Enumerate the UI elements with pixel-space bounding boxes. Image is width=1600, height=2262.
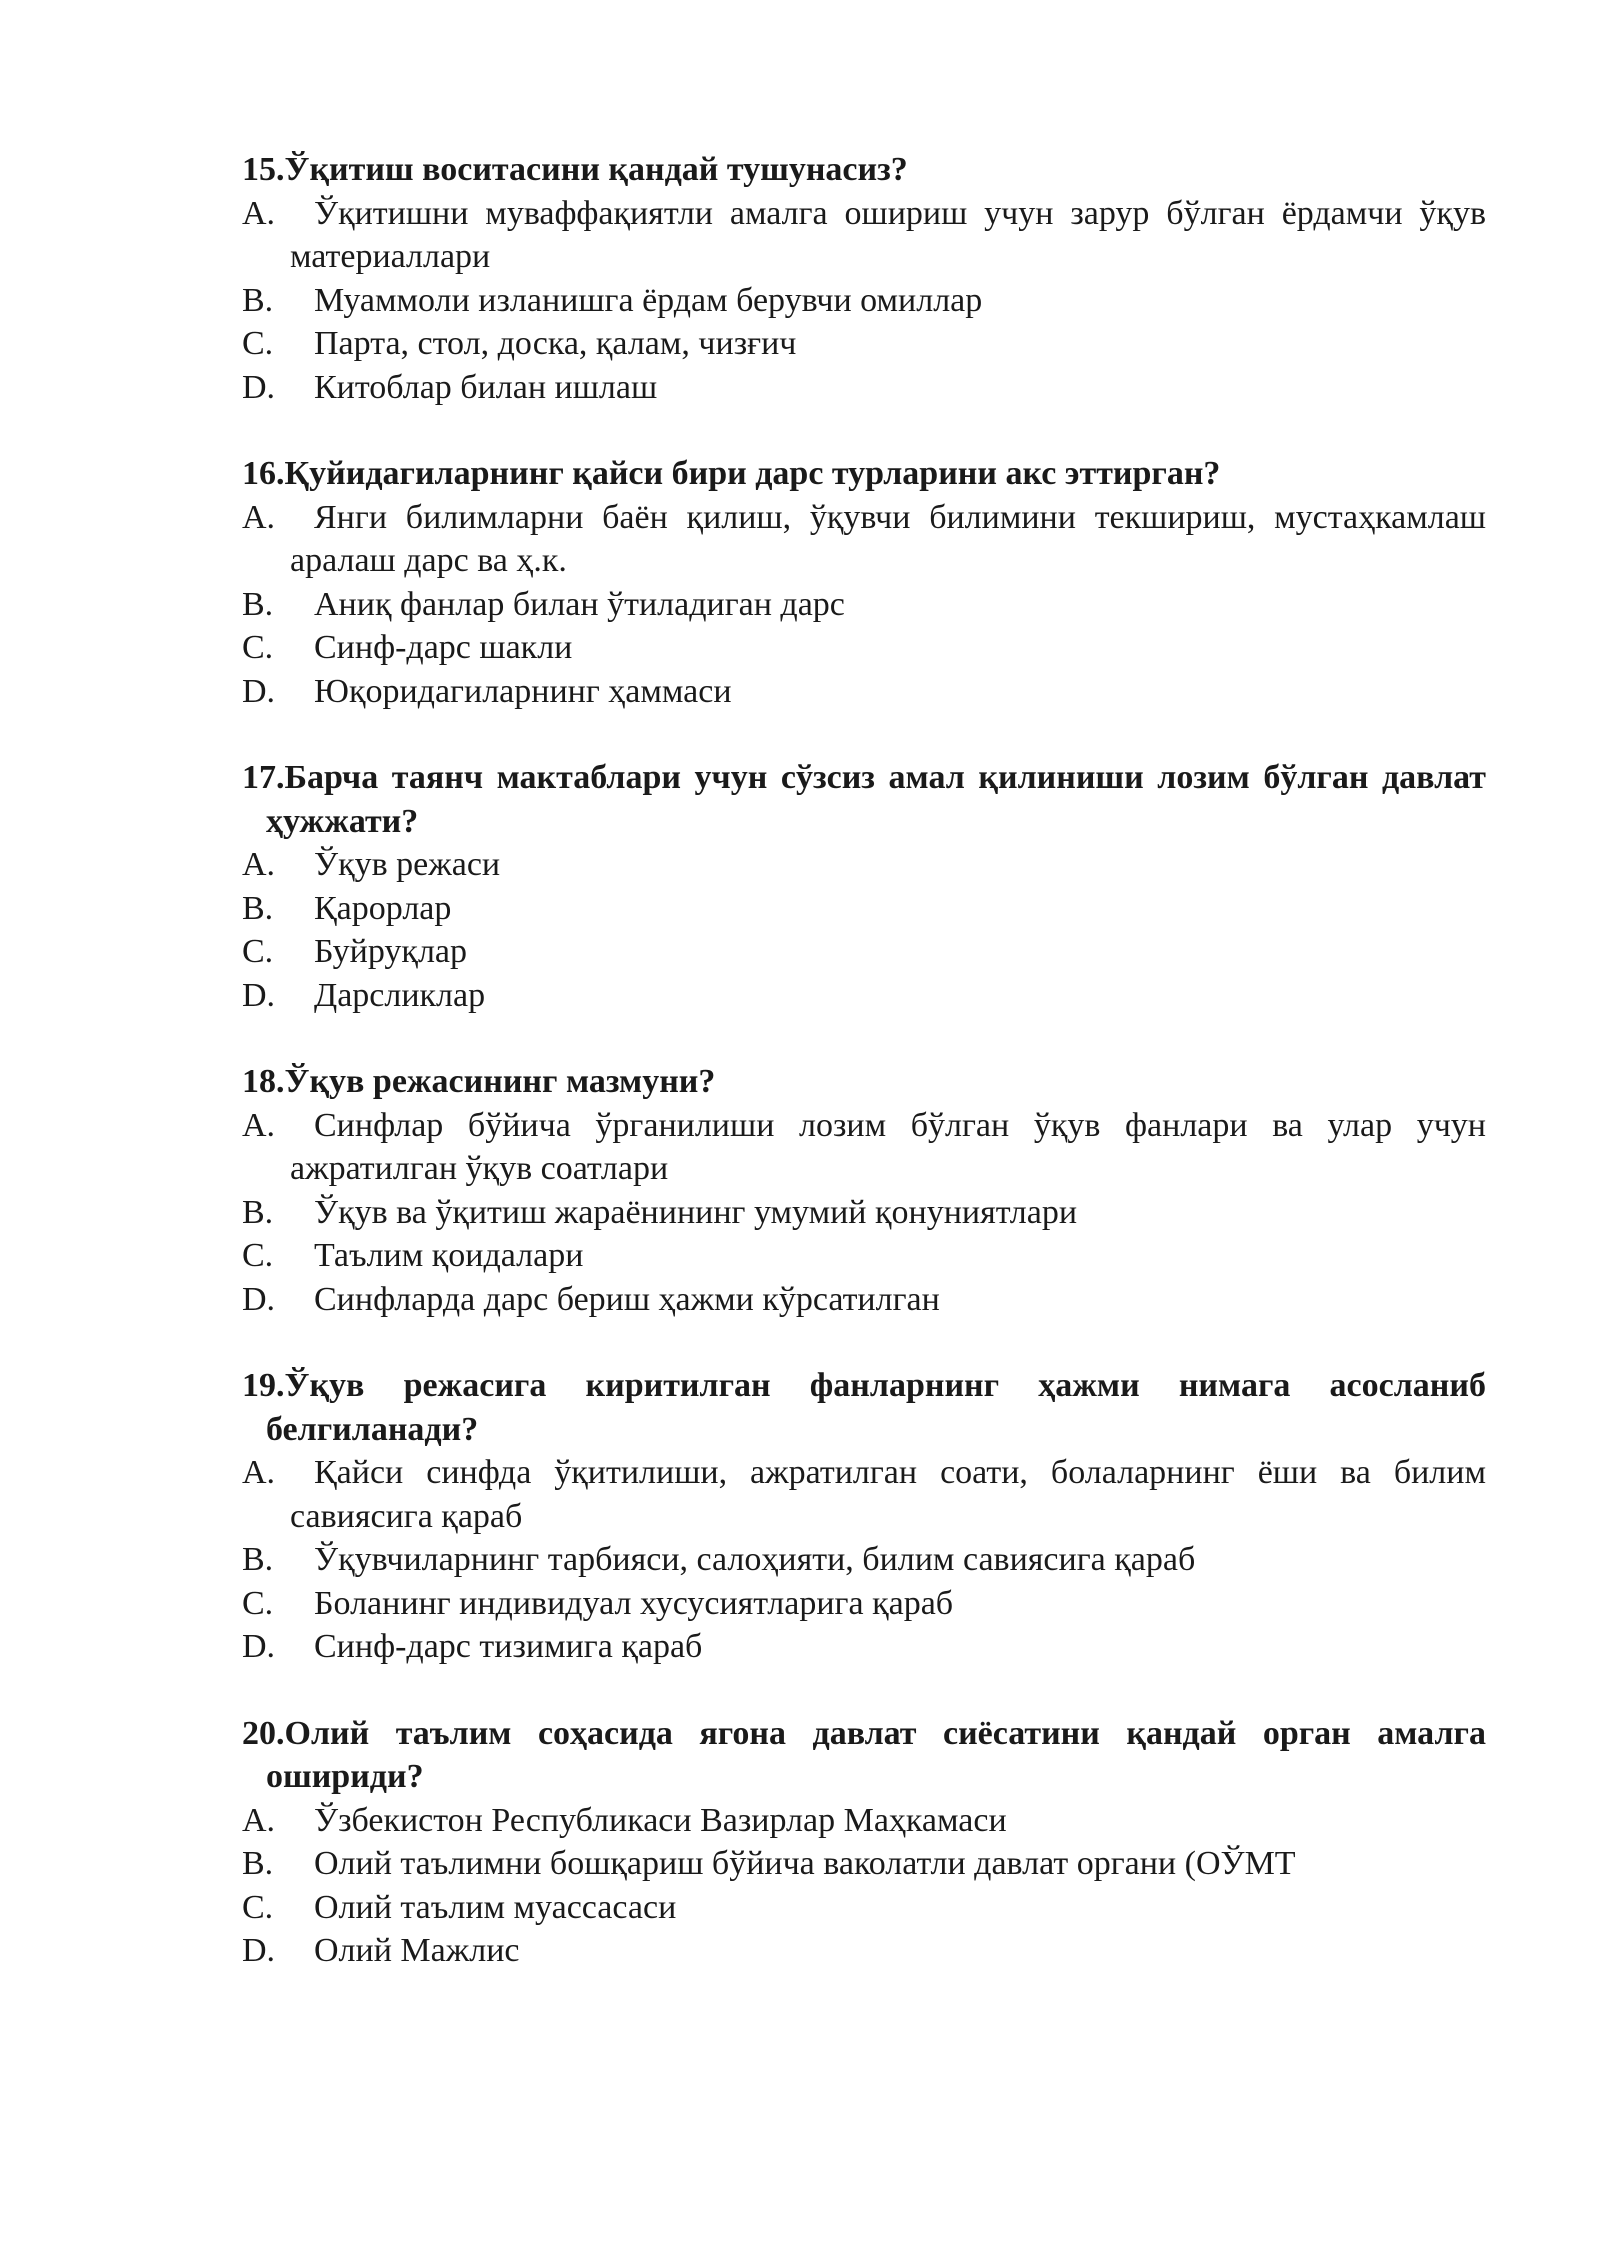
question-text: Ўқитиш воситасини қандай тушунасиз? — [284, 151, 908, 188]
option-text: Ўзбекистон Республикаси Вазирлар Маҳкамаси — [314, 1801, 1007, 1839]
option-letter: B. — [242, 1193, 274, 1231]
question-text: Олий таълим соҳасида ягона давлат сиёсатини қандай орган амалга ошириди? — [266, 1714, 1486, 1795]
option-text: Боланинг индивидуал хусусиятларига қараб — [314, 1584, 954, 1622]
option-text: Янги билимларни баён қилиш, ўқувчи билимини текшириш, мустаҳкамлаш аралаш дарс ва ҳ.к. — [290, 498, 1486, 579]
option-letter: B. — [242, 281, 274, 319]
option-letter: D. — [242, 1280, 276, 1318]
question-text: Ўқув режасига киритилган фанларнинг ҳажми нимага асосланиб белгиланади? — [266, 1367, 1486, 1448]
option-text: Аниқ фанлар билан ўтиладиган дарс — [314, 585, 845, 623]
option-letter: C. — [242, 325, 274, 362]
option-letter: A. — [242, 1454, 276, 1491]
option-letter: B. — [242, 1845, 274, 1882]
option-letter: A. — [242, 194, 276, 232]
option-letter: A. — [242, 1106, 276, 1144]
question-number: 16. — [242, 455, 285, 492]
answer-option — [242, 1582, 1486, 1626]
option-letter: D. — [242, 1628, 276, 1665]
answer-option — [242, 1278, 1486, 1322]
answer-option — [242, 1799, 1486, 1843]
question-title — [242, 148, 1486, 192]
answer-option — [242, 930, 1486, 974]
question-number: 19. — [242, 1367, 285, 1404]
question-title — [242, 1364, 1486, 1451]
option-text: Ўқитишни муваффақиятли амалга ошириш учун зарур бўлган ёрдамчи ўқув материаллари — [290, 194, 1486, 275]
option-text: Муаммоли изланишга ёрдам берувчи омиллар — [314, 281, 983, 319]
option-text: Китоблар билан ишлаш — [314, 368, 658, 406]
answer-option — [242, 583, 1486, 627]
option-letter: D. — [242, 976, 276, 1014]
question-text: Қуйидагиларнинг қайси бири дарс турларини акс эттирган? — [284, 455, 1221, 492]
option-text: Парта, стол, доска, қалам, чизғич — [314, 325, 797, 362]
option-text: Синфларда дарс бериш ҳажми кўрсатилган — [314, 1280, 940, 1318]
option-letter: C. — [242, 1888, 274, 1926]
option-letter: A. — [242, 846, 276, 883]
option-text: Қайси синфда ўқитилиши, ажратилган соати, болаларнинг ёши ва билим савиясига қараб — [290, 1454, 1486, 1535]
option-text: Қарорлар — [314, 889, 452, 927]
answer-option — [242, 1625, 1486, 1669]
option-text: Буйруқлар — [314, 933, 467, 970]
question-block — [242, 1364, 1486, 1669]
option-letter: C. — [242, 629, 274, 666]
question-number: 17. — [242, 759, 285, 796]
answer-option — [242, 626, 1486, 670]
answer-option — [242, 974, 1486, 1018]
question-block — [242, 1060, 1486, 1321]
answer-option — [242, 1886, 1486, 1930]
answer-option — [242, 192, 1486, 279]
option-letter: B. — [242, 585, 274, 623]
answer-option — [242, 887, 1486, 931]
option-text: Олий таълим муассасаси — [314, 1888, 677, 1926]
test-page — [242, 148, 1486, 2016]
option-text: Таълим қоидалари — [314, 1237, 584, 1274]
option-letter: B. — [242, 889, 274, 927]
option-text: Олий Мажлис — [314, 1932, 520, 1969]
question-title — [242, 1060, 1486, 1104]
answer-option — [242, 843, 1486, 887]
answer-option — [242, 1842, 1486, 1886]
option-text: Дарсликлар — [314, 976, 486, 1014]
answer-option — [242, 322, 1486, 366]
question-number: 20. — [242, 1714, 285, 1752]
option-text: Ўқув режаси — [314, 846, 501, 883]
answer-option — [242, 496, 1486, 583]
question-number: 15. — [242, 151, 285, 188]
option-text: Синф-дарс тизимига қараб — [314, 1628, 703, 1665]
option-text: Ўқувчиларнинг тарбияси, салоҳияти, билим савиясига қараб — [314, 1541, 1196, 1578]
question-block — [242, 148, 1486, 409]
answer-option — [242, 1234, 1486, 1278]
option-letter: A. — [242, 1801, 276, 1839]
option-text: Синф-дарс шакли — [314, 629, 573, 666]
question-title — [242, 452, 1486, 496]
option-letter: C. — [242, 1237, 274, 1274]
answer-option — [242, 1538, 1486, 1582]
option-text: Синфлар бўйича ўрганилиши лозим бўлган ўқув фанлари ва улар учун ажратилган ўқув соатлари — [290, 1106, 1486, 1187]
question-block — [242, 756, 1486, 1017]
question-title — [242, 1712, 1486, 1799]
question-title — [242, 756, 1486, 843]
option-text: Юқоридагиларнинг ҳаммаси — [314, 672, 732, 710]
answer-option — [242, 1104, 1486, 1191]
option-letter: C. — [242, 933, 274, 970]
option-letter: D. — [242, 672, 276, 710]
answer-option — [242, 366, 1486, 410]
answer-option — [242, 1929, 1486, 1973]
answer-option — [242, 670, 1486, 714]
option-letter: D. — [242, 368, 276, 406]
option-letter: B. — [242, 1541, 274, 1578]
question-number: 18. — [242, 1063, 285, 1100]
answer-option — [242, 1451, 1486, 1538]
question-text: Барча таянч мактаблари учун сўзсиз амал қилиниши лозим бўлган давлат ҳужжати? — [266, 759, 1486, 840]
option-letter: D. — [242, 1932, 276, 1969]
question-text: Ўқув режасининг мазмуни? — [284, 1063, 716, 1100]
option-letter: C. — [242, 1584, 274, 1622]
answer-option — [242, 1191, 1486, 1235]
option-letter: A. — [242, 498, 276, 536]
question-block — [242, 452, 1486, 713]
option-text: Олий таълимни бошқариш бўйича ваколатли давлат органи (ОЎМТ — [314, 1845, 1296, 1882]
option-text: Ўқув ва ўқитиш жараёнининг умумий қонуниятлари — [314, 1193, 1078, 1231]
question-block — [242, 1712, 1486, 1973]
answer-option — [242, 279, 1486, 323]
